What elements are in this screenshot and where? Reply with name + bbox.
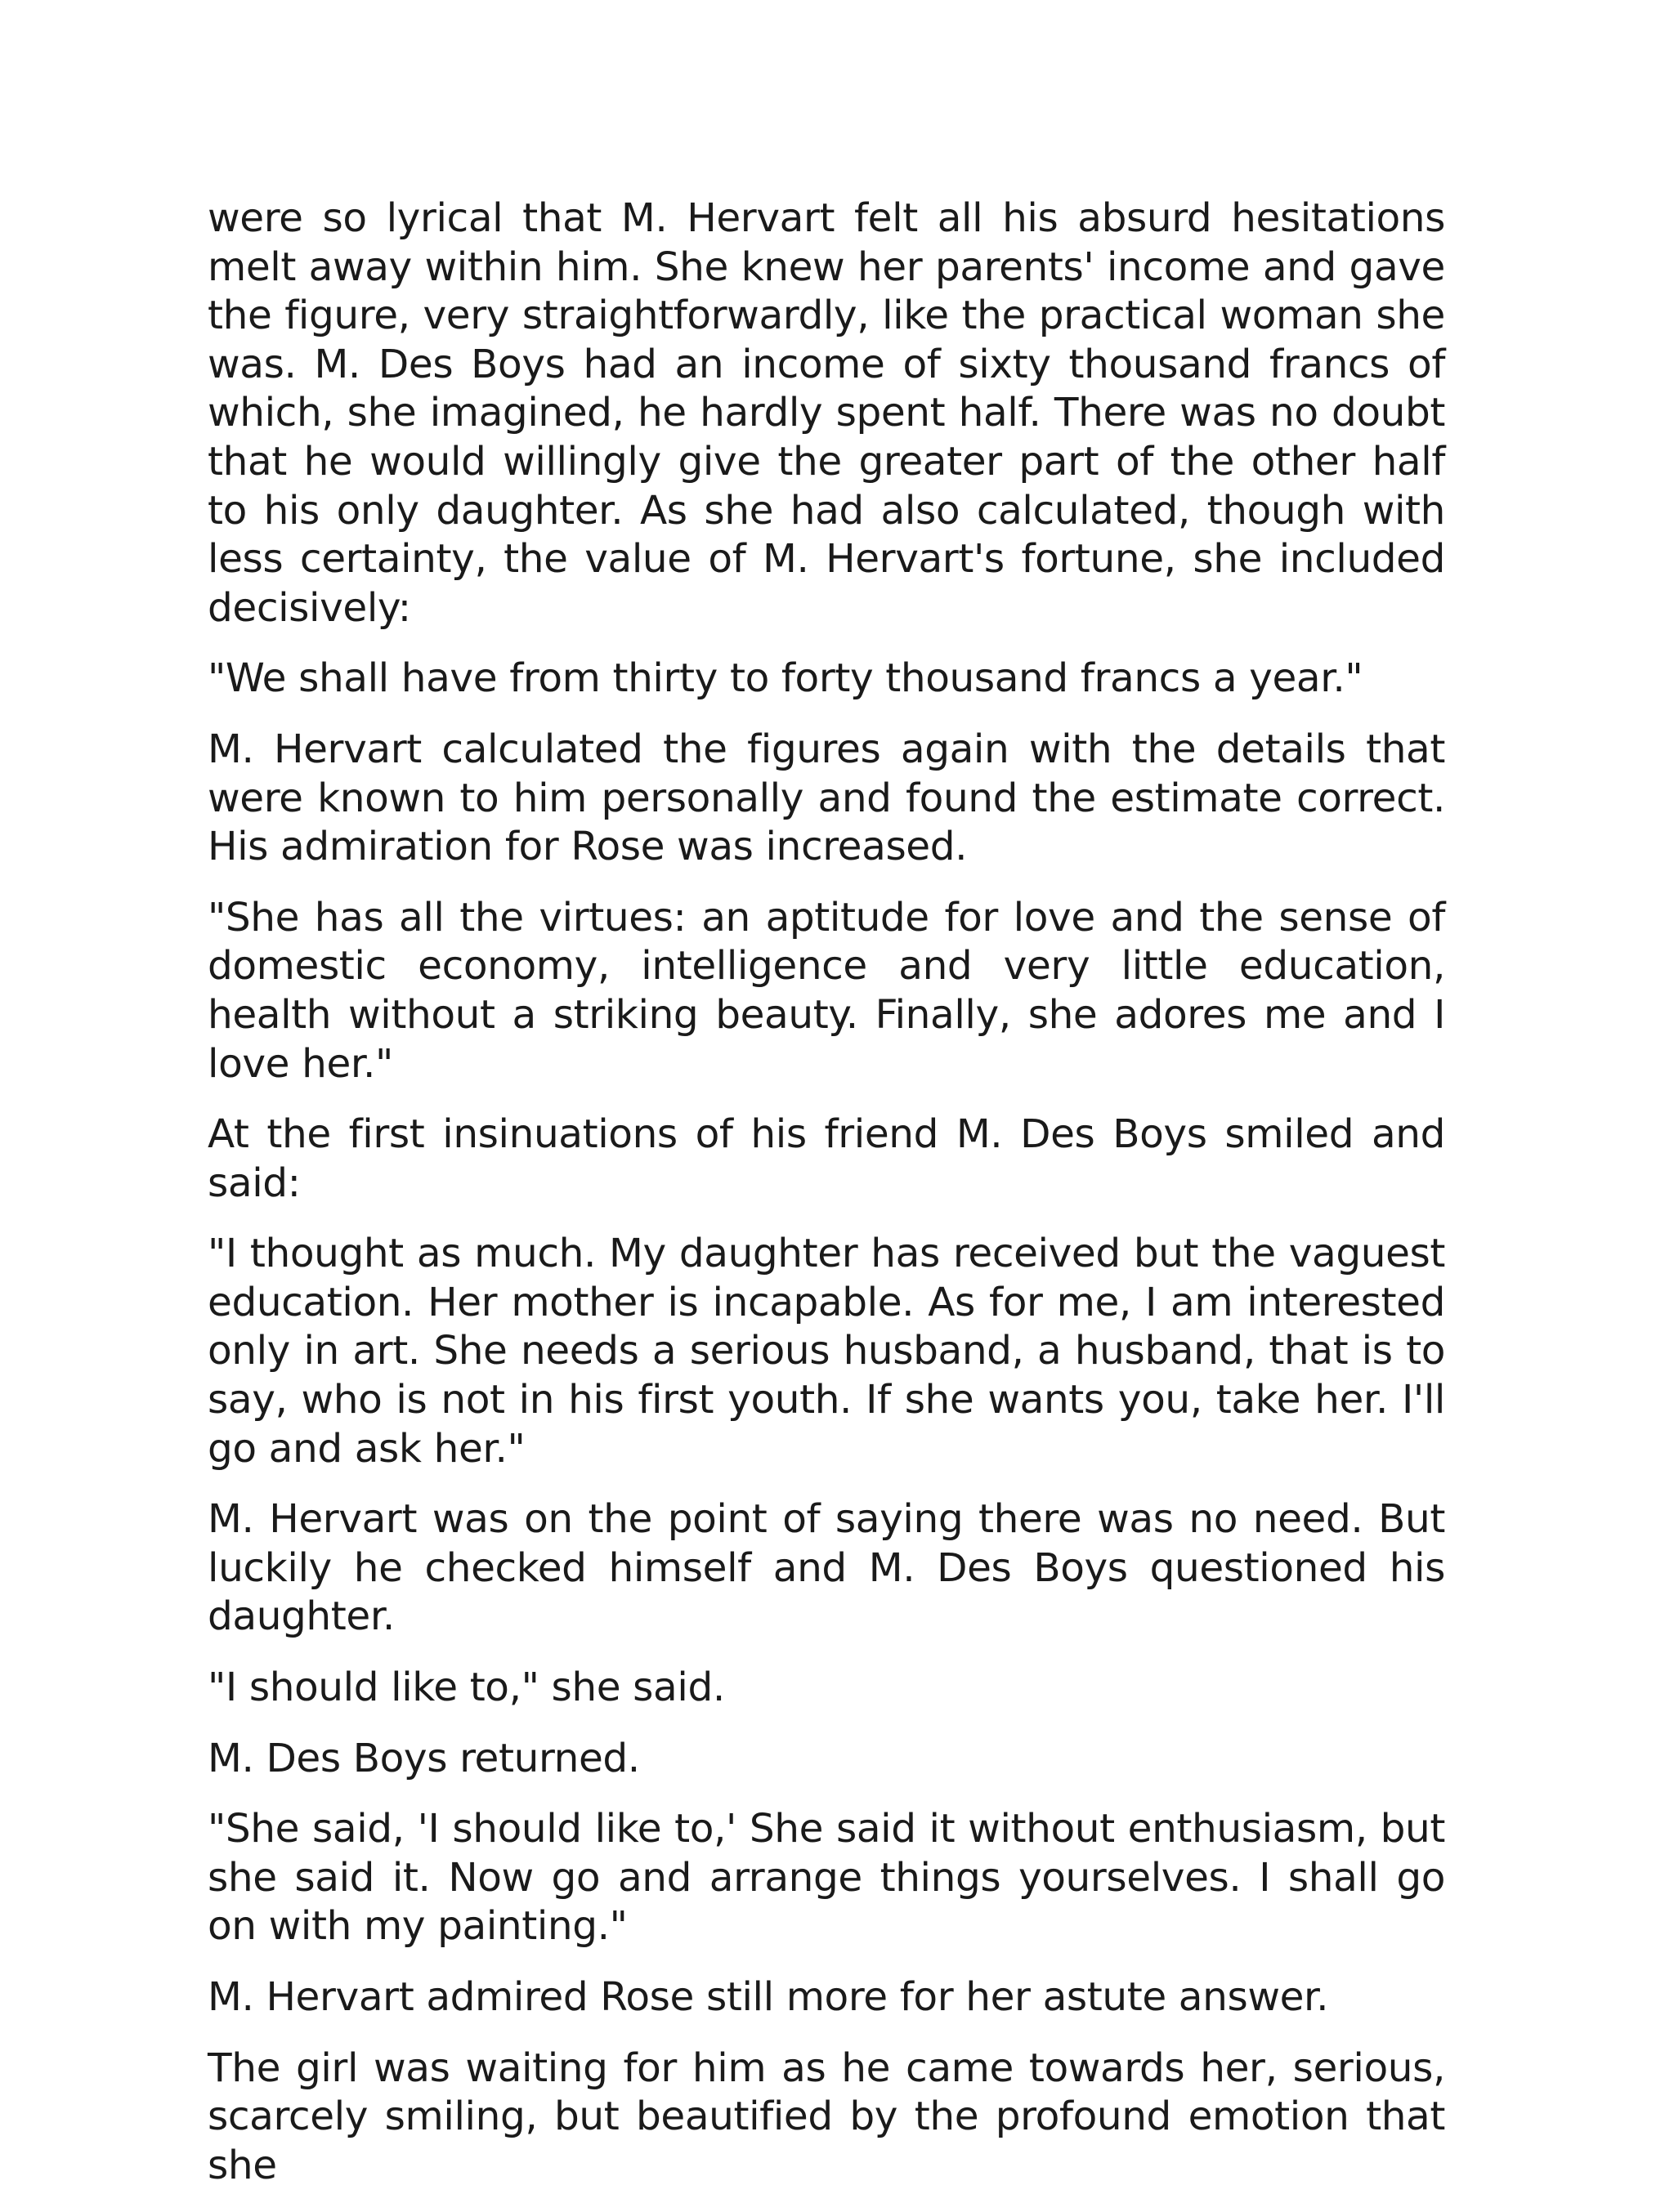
paragraph-1: were so lyrical that M. Hervart felt all his absurd hesitations melt away within him. She knew her parents' income and gave the figure, very straightforwardly, like the practical woman she was. M. Des Boys had an income of sixty thousand francs of which, she imagined, he hardly spent half. There was no doubt that he would willingly give the greater part of the other half to his only daughter. As she had also calculated, though with less certainty, the value of M. Hervart's fortune, she included decisively: — [208, 195, 1445, 631]
paragraph-12: The girl was waiting for him as he came towards her, serious, scarcely smiling, but beautified by the profound emotion that she — [208, 2044, 1445, 2188]
paragraph-2: "We shall have from thirty to forty thousand francs a year." — [208, 655, 1363, 702]
paragraph-6: "I thought as much. My daughter has received but the vaguest education. Her mother is incapable. As for me, I am interested only in art. She needs a serious husband, a husband, that is to say, who is not in his first youth. If she wants you, take her. I'll go and ask her." — [208, 1231, 1445, 1472]
paragraph-4: "She has all the virtues: an aptitude for love and the sense of domestic economy, intelligence and very little education, health without a striking beauty. Finally, she adores me and I love her." — [208, 894, 1445, 1087]
paragraph-11: M. Hervart admired Rose still more for her astute answer. — [208, 1974, 1329, 2020]
paragraph-3: M. Hervart calculated the figures again with the details that were known to him personally and found the estimate correct. His admiration for Rose was increased. — [208, 726, 1445, 870]
paragraph-9: M. Des Boys returned. — [208, 1735, 640, 1781]
paragraph-5: At the first insinuations of his friend M. Des Boys smiled and said: — [208, 1111, 1445, 1206]
paragraph-10: "She said, 'I should like to,' She said it without enthusiasm, but she said it. Now go and arrange things yourselves. I shall go on with my painting." — [208, 1806, 1445, 1950]
paragraph-8: "I should like to," she said. — [208, 1665, 725, 1711]
paragraph-7: M. Hervart was on the point of saying there was no need. But luckily he checked himself and M. Des Boys questioned his daughter. — [208, 1496, 1445, 1640]
document-page — [208, 194, 1445, 2212]
